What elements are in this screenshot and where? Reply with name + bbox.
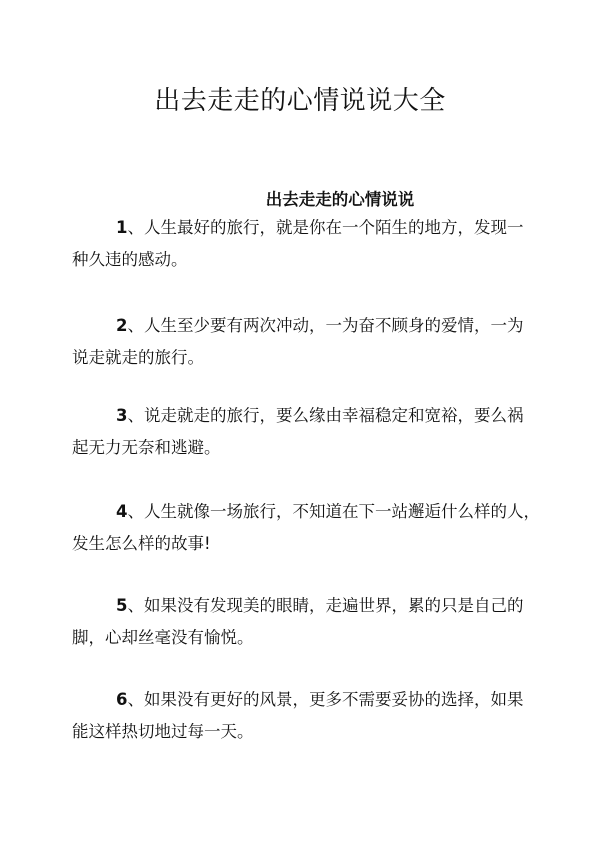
- list-item: [72, 496, 540, 560]
- item-text: 、人生最好的旅行，就是你在一个陌生的地方，发现一: [127, 218, 524, 237]
- item-first-line: [72, 400, 524, 432]
- item-text: 、人生就像一场旅行，不知道在下一站邂逅什么样的人，: [127, 502, 540, 521]
- list-item: [72, 212, 524, 276]
- item-number: 6: [116, 690, 128, 709]
- section-heading: 出去走走的心情说说: [265, 190, 415, 209]
- list-item: [72, 400, 524, 464]
- item-text: 、如果没有发现美的眼睛，走遍世界，累的只是自己的: [127, 596, 524, 615]
- item-number: 1: [116, 218, 128, 237]
- item-number: 4: [116, 502, 128, 521]
- item-continuation: 脚，心却丝毫没有愉悦。: [72, 628, 254, 647]
- item-first-line: [72, 310, 524, 342]
- item-text: 、人生至少要有两次冲动，一为奋不顾身的爱情，一为: [127, 316, 524, 335]
- list-item: [72, 590, 524, 654]
- item-number: 5: [116, 596, 128, 615]
- item-text: 、如果没有更好的风景，更多不需要妥协的选择，如果: [127, 690, 524, 709]
- list-item: [72, 684, 524, 748]
- item-continuation: 发生怎么样的故事!: [72, 534, 211, 553]
- item-text: 、说走就走的旅行，要么缘由幸福稳定和宽裕，要么祸: [127, 406, 524, 425]
- item-continuation: 种久违的感动。: [72, 250, 188, 269]
- item-continuation: 说走就走的旅行。: [72, 348, 204, 367]
- document-title: 出去走走的心情说说大全: [154, 86, 446, 116]
- item-first-line: [72, 212, 524, 244]
- item-number: 2: [116, 316, 128, 335]
- item-first-line: [72, 590, 524, 622]
- item-first-line: [72, 684, 524, 716]
- item-number: 3: [116, 406, 128, 425]
- item-continuation: 起无力无奈和逃避。: [72, 438, 221, 457]
- item-first-line: [72, 496, 540, 528]
- item-continuation: 能这样热切地过每一天。: [72, 722, 254, 741]
- list-item: [72, 310, 524, 374]
